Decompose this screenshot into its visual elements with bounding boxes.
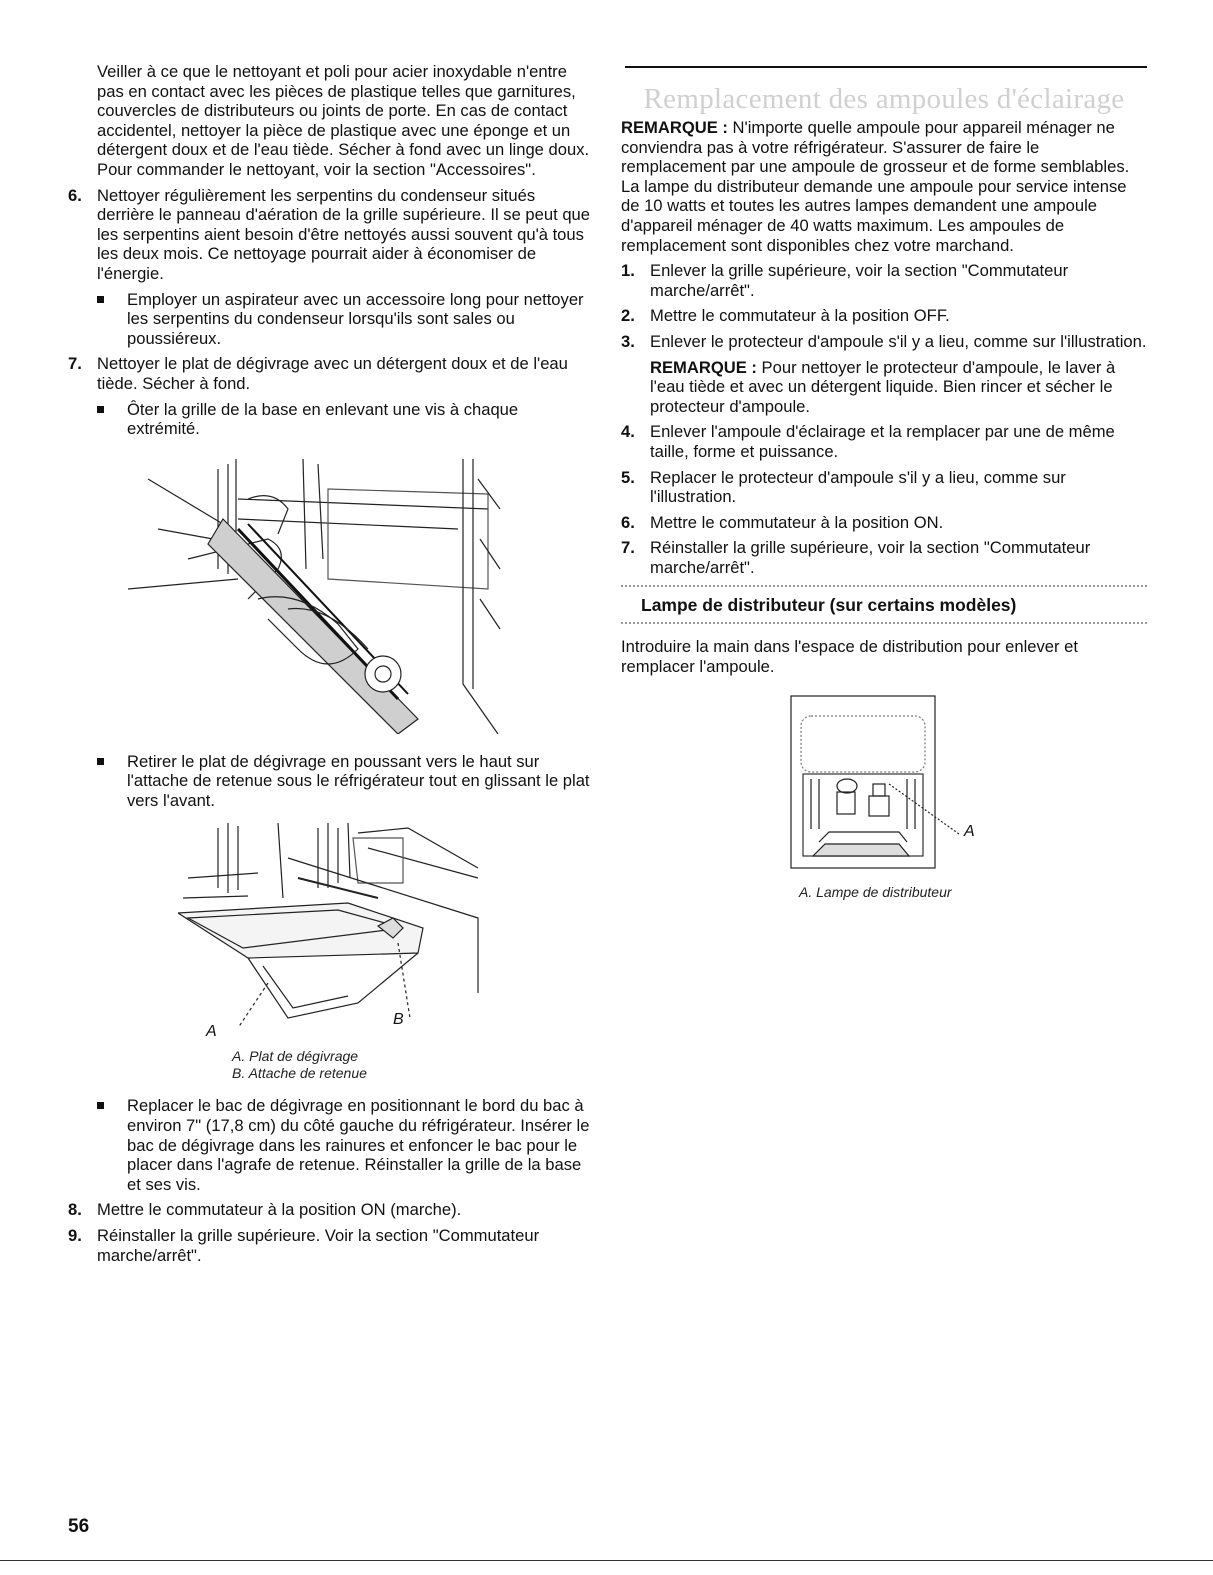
right-step-6 (621, 513, 1147, 533)
step-text: Réinstaller la grille supérieure. Voir la section "Commutateur marche/arrêt". (97, 1226, 540, 1265)
caption-a: A. Plat de dégivrage (232, 1048, 359, 1065)
step-7-bullet-2 (68, 752, 590, 811)
step-text: Enlever l'ampoule d'éclairage et la remplacer par une de même taille, forme et puissance. (650, 422, 1115, 461)
step-number: 4. (621, 422, 635, 442)
section-rule (625, 66, 1147, 68)
step-text: Mettre le commutateur à la position ON (marche). (97, 1200, 462, 1220)
page-number: 56 (68, 1516, 90, 1537)
dispenser-lamp-drawing (789, 694, 989, 874)
step-text: Mettre le commutateur à la position OFF. (650, 306, 950, 326)
intro-paragraph: Veiller à ce que le nettoyant et poli pour acier inoxydable n'entre pas en contact avec les pièces de plastique telles que garnitures, couvercles de distributeurs ou joints de porte. En cas de contact accidentel, nettoyer la pièce de plastique avec une éponge et un détergent doux et de l'eau tiède. Sécher à fond avec un linge doux. Pour commander le nettoyant, voir la section "Accessoires". (97, 62, 590, 179)
bullet-text: Replacer le bac de dégivrage en positionnant le bord du bac à environ 7" (17,8 cm) du côté gauche du réfrigérateur. Insérer le bac de dégivrage dans les rainures et enfoncer le bac pour le placer dans l'agrafe de retenue. Réinstaller la grille de la base et ses vis. (127, 1096, 590, 1194)
step-text: Enlever le protecteur d'ampoule s'il y a lieu, comme sur l'illustration. (650, 331, 1147, 351)
defrost-pan-illustration (178, 818, 498, 1041)
section-title: Remplacement des ampoules d'éclairage (643, 83, 1125, 115)
step-text: Réinstaller la grille supérieure, voir la section "Commutateur marche/arrêt". (650, 538, 1091, 577)
step-number: 6. (68, 185, 82, 205)
right-column (621, 62, 1147, 901)
grille-removal-drawing (128, 449, 508, 734)
step-number: 7. (68, 354, 82, 374)
step-number: 6. (621, 512, 635, 532)
note-text: N'importe quelle ampoule pour appareil ménager ne conviendra pas à votre réfrigérateur. S'assurer de faire le remplacement par une ampoule de grosseur et de forme semblables. La lampe du distributeur demande une ampoule pour service intense de 10 watts et toutes les autres lampes demandent une ampoule d'appareil ménager de 40 watts maximum. Les ampoules de remplacement sont disponibles chez votre marchand. (621, 118, 1130, 255)
step-number: 1. (621, 261, 635, 281)
bullet-marker (97, 1102, 104, 1109)
right-step-4 (621, 422, 1147, 461)
left-column (68, 62, 590, 1271)
step-number: 5. (621, 467, 635, 487)
caption-b: B. Attache de retenue (232, 1065, 367, 1082)
bullet-marker (97, 406, 104, 413)
step-8 (68, 1200, 590, 1220)
subhead: Lampe de distributeur (sur certains modèles) (641, 595, 1017, 616)
label-a: A (206, 1023, 217, 1041)
bullet-text: Retirer le plat de dégivrage en poussant vers le haut sur l'attache de retenue sous le réfrigérateur tout en glissant le plat vers l'avant. (127, 751, 590, 810)
bullet-marker (97, 296, 104, 303)
right-step-3 (621, 332, 1147, 352)
footer-rule (0, 1560, 1213, 1561)
step-text: Replacer le protecteur d'ampoule s'il y a lieu, comme sur l'illustration. (650, 467, 1066, 507)
step-6-bullet (68, 290, 590, 349)
label-b: B (393, 1011, 404, 1029)
note-label: REMARQUE : (650, 357, 757, 377)
right-step-5 (621, 468, 1147, 507)
step-9 (68, 1226, 590, 1265)
step-number: 9. (68, 1226, 82, 1246)
step-7 (68, 354, 590, 393)
step-text: Mettre le commutateur à la position ON. (650, 512, 944, 532)
step-number: 2. (621, 306, 635, 326)
defrost-pan-drawing (178, 818, 498, 1038)
defrost-pan-caption (68, 1048, 590, 1082)
grille-removal-illustration (128, 449, 508, 734)
label-a: A (964, 823, 975, 841)
dispenser-lamp-caption: A. Lampe de distributeur (799, 884, 952, 901)
step-3-note (621, 358, 1147, 417)
right-step-7 (621, 538, 1147, 577)
right-step-2 (621, 306, 1147, 326)
step-text: Nettoyer régulièrement les serpentins du condenseur situés derrière le panneau d'aération de la grille supérieure. Il se peut que les serpentins aient besoin d'être nettoyés aussi souvent qu'à tous les deux mois. Ce nettoyage pourrait aider à économiser de l'énergie. (97, 185, 591, 283)
note-paragraph (621, 118, 1147, 255)
step-number: 3. (621, 331, 635, 351)
dispenser-paragraph: Introduire la main dans l'espace de distribution pour enlever et remplacer l'ampoule. (621, 637, 1079, 676)
step-number: 8. (68, 1200, 82, 1220)
step-7-bullet-1 (68, 400, 590, 439)
step-7-bullet-3 (68, 1096, 590, 1194)
subhead-bottom-rule (621, 622, 1147, 627)
bullet-text: Employer un aspirateur avec un accessoire long pour nettoyer les serpentins du condenseur lorsqu'ils sont sales ou poussiéreux. (127, 289, 584, 348)
step-text: Enlever la grille supérieure, voir la section "Commutateur marche/arrêt". (650, 261, 1069, 300)
right-step-1 (621, 261, 1147, 300)
step-text: Nettoyer le plat de dégivrage avec un détergent doux et de l'eau tiède. Sécher à fond. (97, 354, 568, 393)
note-text: Pour nettoyer le protecteur d'ampoule, le laver à l'eau tiède et avec un détergent liquide. Bien rincer et sécher le protecteur d'ampoule. (650, 357, 1116, 416)
note-label: REMARQUE : (621, 118, 728, 137)
bullet-marker (97, 758, 104, 765)
step-6 (68, 186, 590, 284)
dispenser-lamp-illustration (789, 694, 989, 874)
step-number: 7. (621, 538, 635, 558)
bullet-text: Ôter la grille de la base en enlevant une vis à chaque extrémité. (127, 399, 519, 439)
